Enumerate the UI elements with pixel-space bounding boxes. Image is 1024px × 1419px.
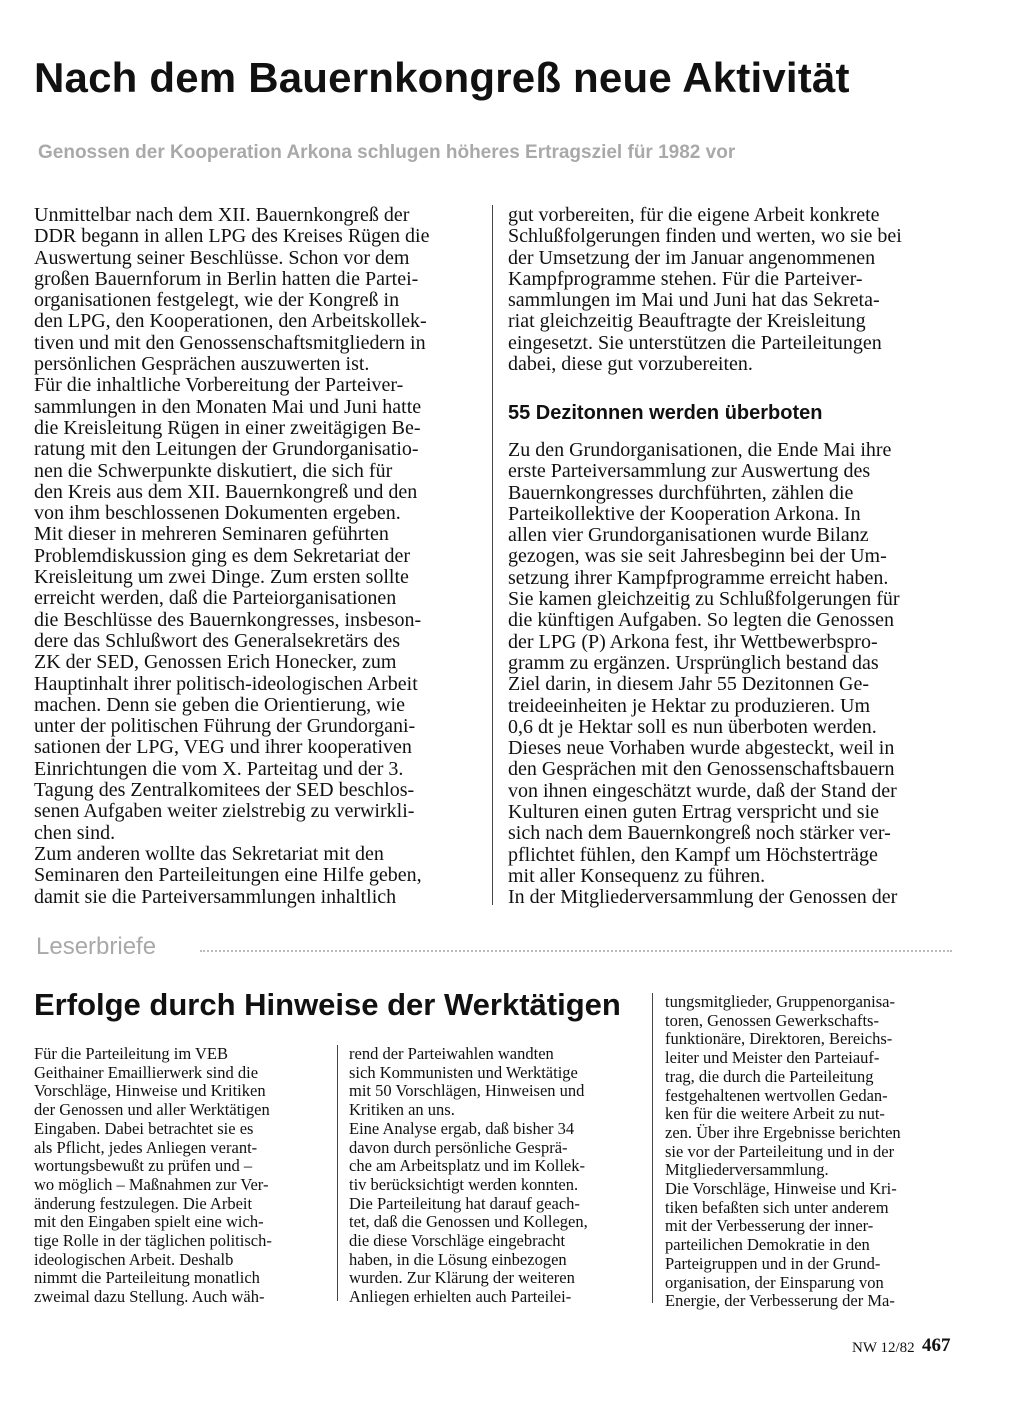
letter-column-divider-1	[337, 1045, 338, 1301]
article-column-2	[508, 205, 950, 375]
letter-column-divider-2	[652, 993, 653, 1303]
article-column-2-text: gut vorbereiten, für die eigene Arbeit konkrete Schlußfolgerungen finden und werten, wo sie bei der Umsetzung der im Januar angenommenen Kampfprogramme stehen. Für die Parteiver- sammlungen im Mai und Juni hat das Sekreta- riat gleichzeitig Beauftragte der Kreisleitung eingesetzt. Sie unterstützen die Parteileitungen dabei, diese gut vorzubereiten.	[508, 204, 902, 376]
article-column-1	[34, 205, 480, 908]
letter-headline: Erfolge durch Hinweise der Werktätigen	[34, 987, 621, 1022]
letter-column-3	[665, 993, 950, 1311]
letter-column-2	[349, 1045, 635, 1307]
section-divider	[200, 950, 952, 952]
page-number: 467	[922, 1335, 951, 1356]
letter-column-2-text: rend der Parteiwahlen wandten sich Kommunisten und Werktätige mit 50 Vorschlägen, Hinweisen und Kritiken an uns. Eine Analyse ergab, daß bisher 34 davon durch persönliche Gesprä- che am Arbeitsplatz und im Kollek- tiv berücksichtigt werden konnten. Die Parteileitung hat darauf geach- tet, daß die Genossen und Kollegen, die diese Vorschläge eingebracht haben, in die Lösung einbezogen wurden. Zur Klärung der weiteren Anliegen erhielten auch Parteilei-	[349, 1044, 588, 1307]
letter-column-1-text: Für die Parteileitung im VEB Geithainer Emaillierwerk sind die Vorschläge, Hinweise und Kritiken der Genossen und aller Werktätigen Eingaben. Dabei betrachtet sie es als Pflicht, jedes Anliegen verant- wortungsbewußt zu prüfen und – wo möglich – Maßnahmen zur Ver- änderung festzulegen. Die Arbeit mit den Eingaben spielt eine wich- tige Rolle in der täglichen politisch- ideologischen Arbeit. Deshalb nimmt die Parteileitung monatlich zweimal dazu Stellung. Auch wäh-	[34, 1044, 272, 1307]
letter-column-1	[34, 1045, 326, 1307]
article-column-2-continued	[508, 440, 950, 909]
issue-number: NW 12/82	[852, 1340, 915, 1356]
article-subheading: 55 Dezitonnen werden überboten	[508, 402, 823, 424]
article-subtitle: Genossen der Kooperation Arkona schlugen höheres Ertragsziel für 1982 vor	[38, 142, 736, 163]
article-headline: Nach dem Bauernkongreß neue Aktivität	[34, 54, 850, 101]
article-column-1-text: Unmittelbar nach dem XII. Bauernkongreß der DDR begann in allen LPG des Kreises Rügen die Auswertung seiner Beschlüsse. Schon vor dem großen Bauernforum in Berlin hatten die Partei- organisationen festgelegt, wie der Kongreß in den LPG, den Kooperationen, den Arbeitskollek- tiven und mit den Genossenschaftsmitgliedern in persönlichen Gesprächen auszuwerten ist. Für die inhaltliche Vorbereitung der Parteiver- sammlungen in den Monaten Mai und Juni hatte die Kreisleitung Rügen in einer zweitägigen Be- ratung mit den Leitungen der Grundorganisatio- nen die Schwerpunkte diskutiert, die sich für den Kreis aus dem XII. Bauernkongreß und den von ihm beschlossenen Dokumenten ergeben. Mit dieser in mehreren Seminaren geführten Problemdiskussion ging es dem Sekretariat der Kreisleitung um zwei Dinge. Zum ersten sollte erreicht werden, daß die Parteiorganisationen die Beschlüsse des Bauernkongresses, insbeson- dere das Schlußwort des Generalsekretärs des ZK der SED, Genossen Erich Honecker, zum Hauptinhalt ihrer politisch-ideologischen Arbeit machen. Denn sie geben die Orientierung, wie unter der politischen Führung der Grundorgani- sationen der LPG, VEG und ihrer kooperativen Einrichtungen die vom X. Parteitag und der 3. Tagung des Zentralkomitees der SED beschlos- senen Aufgaben weiter zielstrebig zu verwirkli- chen sind. Zum anderen wollte das Sekretariat mit den Seminaren den Parteileitungen eine Hilfe geben, damit sie die Parteiversammlungen inhaltlich	[34, 204, 430, 908]
section-label: Leserbriefe	[36, 933, 157, 960]
article-column-2-continued-text: Zu den Grundorganisationen, die Ende Mai ihre erste Parteiversammlung zur Auswertung des Bauernkongresses durchführten, zählen die Parteikollektive der Kooperation Arkona. In allen vier Grundorganisationen wurde Bilanz gezogen, was sie seit Jahresbeginn bei der Um- setzung ihrer Kampfprogramme erreicht haben. Sie kamen gleichzeitig zu Schlußfolgerungen für die künftigen Aufgaben. So legten die Genossen der LPG (P) Arkona fest, ihr Wettbewerbspro- gramm zu ergänzen. Ursprünglich bestand das Ziel darin, in diesem Jahr 55 Dezitonnen Ge- treideeinheiten je Hektar zu produzieren. Um 0,6 dt je Hektar soll es nun überboten werden. Dieses neue Vorhaben wurde abgesteckt, weil in den Gesprächen mit den Genossenschaftsbauern von ihnen eingeschätzt wurde, daß der Stand der Kulturen einen guten Ertrag verspricht und sie sich nach dem Bauernkongreß noch stärker ver- pflichtet fühlen, den Kampf um Höchsterträge mit aller Konsequenz zu führen. In der Mitgliederversammlung der Genossen der	[508, 439, 900, 909]
letter-column-3-text: tungsmitglieder, Gruppenorganisa- toren, Genossen Gewerkschafts- funktionäre, Direktoren, Bereichs- leiter und Meister den Parteiauf- trag, die durch die Parteileitung festgehaltenen wertvollen Gedan- ken für die weitere Arbeit zu nut- zen. Über ihre Ergebnisse berichten sie vor der Parteileitung und in der Mitgliederversammlung. Die Vorschläge, Hinweise und Kri- tiken befaßten sich unter anderem mit der Verbesserung der inner- parteilichen Demokratie in den Parteigruppen und in der Grund- organisation, der Einsparung von Energie, der Verbesserung der Ma-	[665, 992, 901, 1311]
column-divider	[492, 205, 493, 905]
